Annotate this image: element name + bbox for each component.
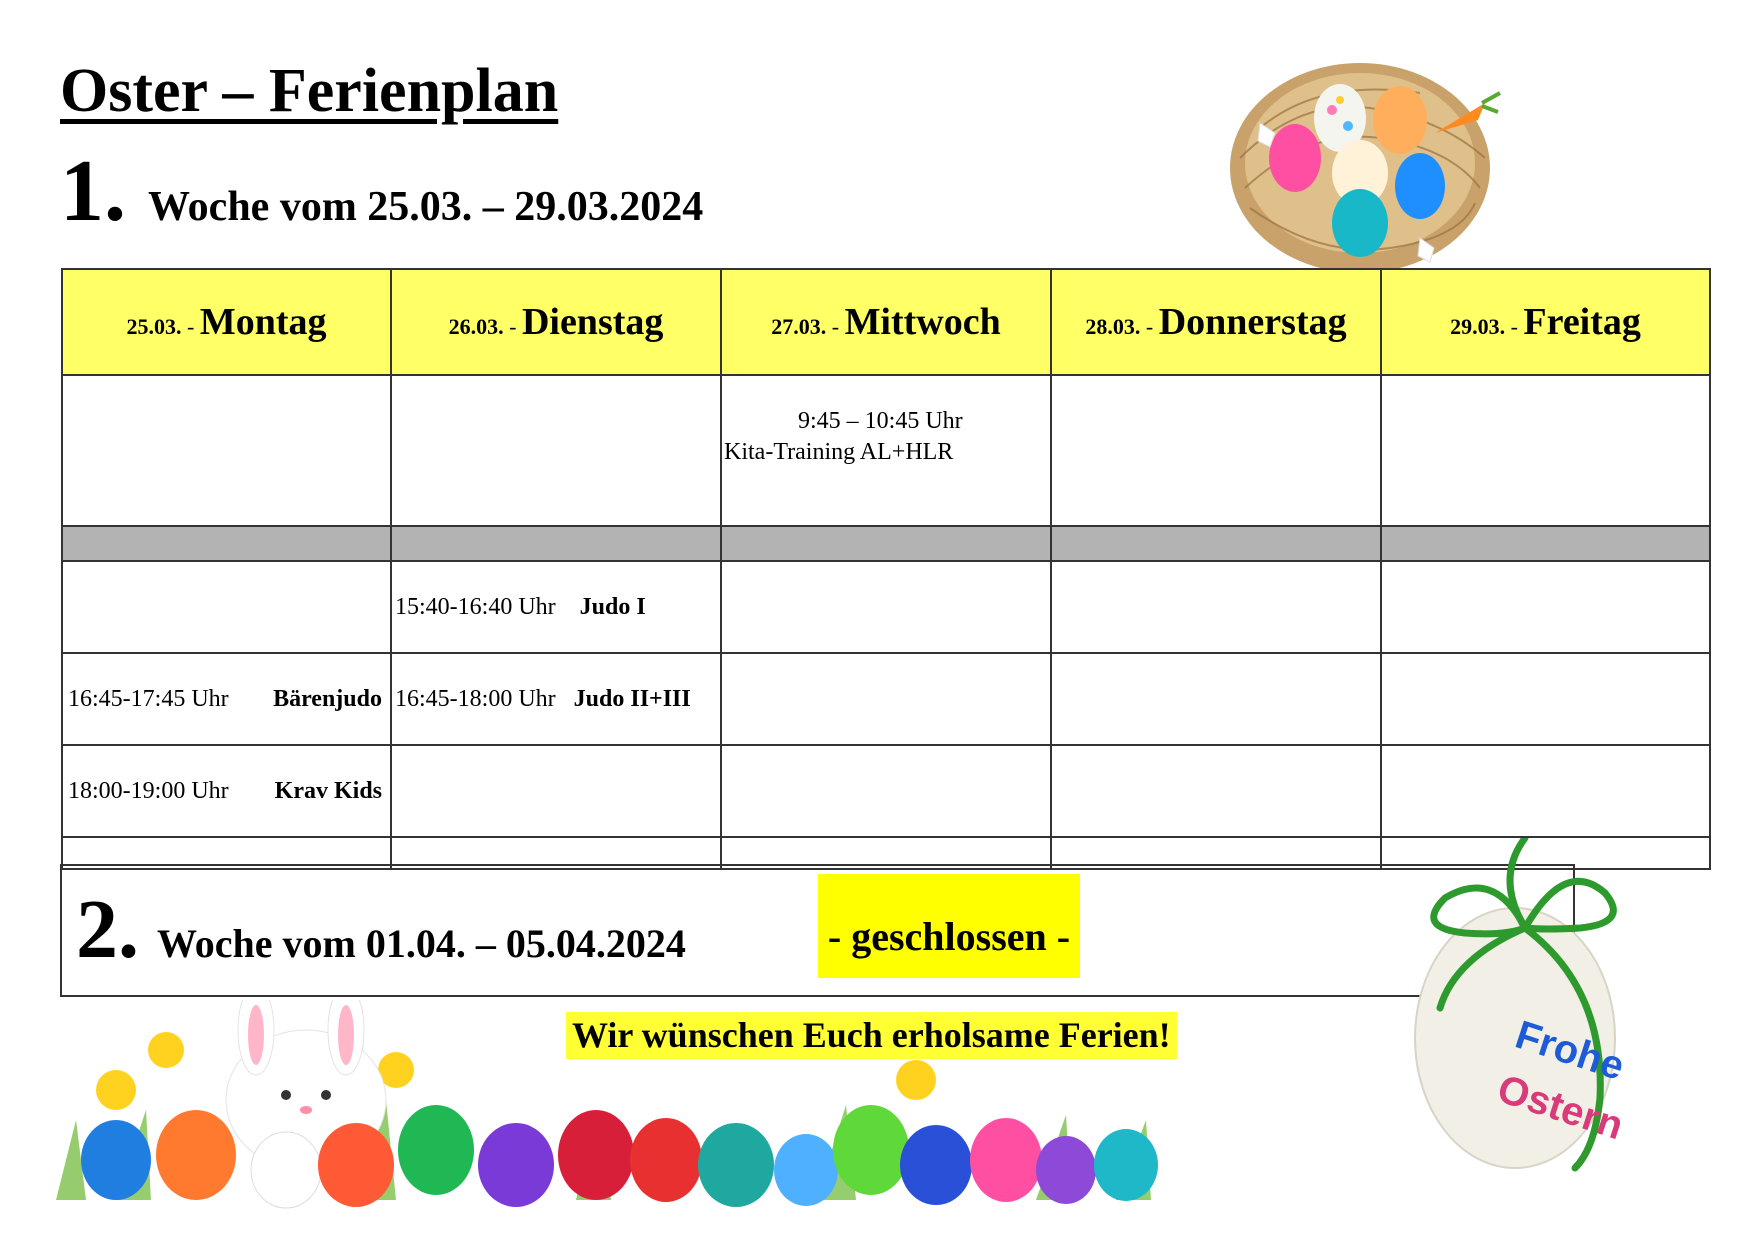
week2-heading [76,883,686,976]
week1-text: Woche vom 25.03. – 29.03.2024 [148,184,704,230]
slot-time: 16:45-18:00 Uhr [395,685,556,712]
week2-number: 2. [76,883,139,976]
table-row [62,561,1710,653]
slot-name: Bärenjudo [273,685,382,712]
egg-text-line1: Frohe [1510,1012,1630,1089]
table-cell [391,375,721,526]
egg-text-line2: Ostern [1492,1066,1629,1149]
header-wednesday: 27.03. - Mittwoch [721,269,1051,375]
table-cell [1381,375,1710,526]
slot-time: 16:45-17:45 Uhr [68,685,229,712]
week2-text: Woche vom 01.04. – 05.04.2024 [157,921,686,966]
schedule-table [61,268,1711,870]
table-cell [1381,653,1710,745]
frohe-ostern-egg-illustration [1375,838,1675,1178]
krav-kids-slot [63,778,390,805]
table-cell [721,561,1051,653]
closed-badge: - geschlossen - [818,874,1080,978]
table-cell [62,375,391,526]
table-cell [391,561,721,653]
table-row [62,653,1710,745]
table-cell [1381,745,1710,837]
table-cell [1381,561,1710,653]
table-cell [391,653,721,745]
kita-training-slot [722,406,1050,468]
easter-nest-illustration [1220,38,1510,288]
table-cell [62,653,391,745]
table-cell [1051,375,1381,526]
slot-name: Krav Kids [274,777,382,804]
week1-heading [60,143,704,240]
page-title: Oster – Ferienplan [60,57,559,125]
slot-name: Kita-Training AL+HLR [724,439,954,466]
table-row [62,375,1710,526]
slot-time: 9:45 – 10:45 Uhr [798,408,963,434]
slot-name: Judo II+III [573,685,691,712]
table-row [62,745,1710,837]
slot-time: 18:00-19:00 Uhr [68,777,229,804]
judo-2-3-slot [392,686,720,713]
table-cell [721,745,1051,837]
week1-number: 1. [60,143,126,240]
table-cell [1051,653,1381,745]
baerenjudo-slot [63,686,390,713]
separator-row [62,526,1710,561]
table-cell [62,745,391,837]
holiday-wish: Wir wünschen Euch erholsame Ferien! [566,1012,1177,1059]
judo-1-slot [392,594,720,621]
slot-time: 15:40-16:40 Uhr [395,593,556,620]
easter-bunny-eggs-illustration [56,1000,1186,1210]
slot-name: Judo I [579,593,646,620]
header-tuesday: 26.03. - Dienstag [391,269,721,375]
table-cell [721,375,1051,526]
header-monday: 25.03. - Montag [62,269,391,375]
table-cell [62,561,391,653]
header-friday: 29.03. - Freitag [1381,269,1710,375]
header-thursday: 28.03. - Donnerstag [1051,269,1381,375]
table-cell [1051,561,1381,653]
table-header-row [62,269,1710,375]
table-cell [391,745,721,837]
table-cell [721,653,1051,745]
table-cell [1051,745,1381,837]
